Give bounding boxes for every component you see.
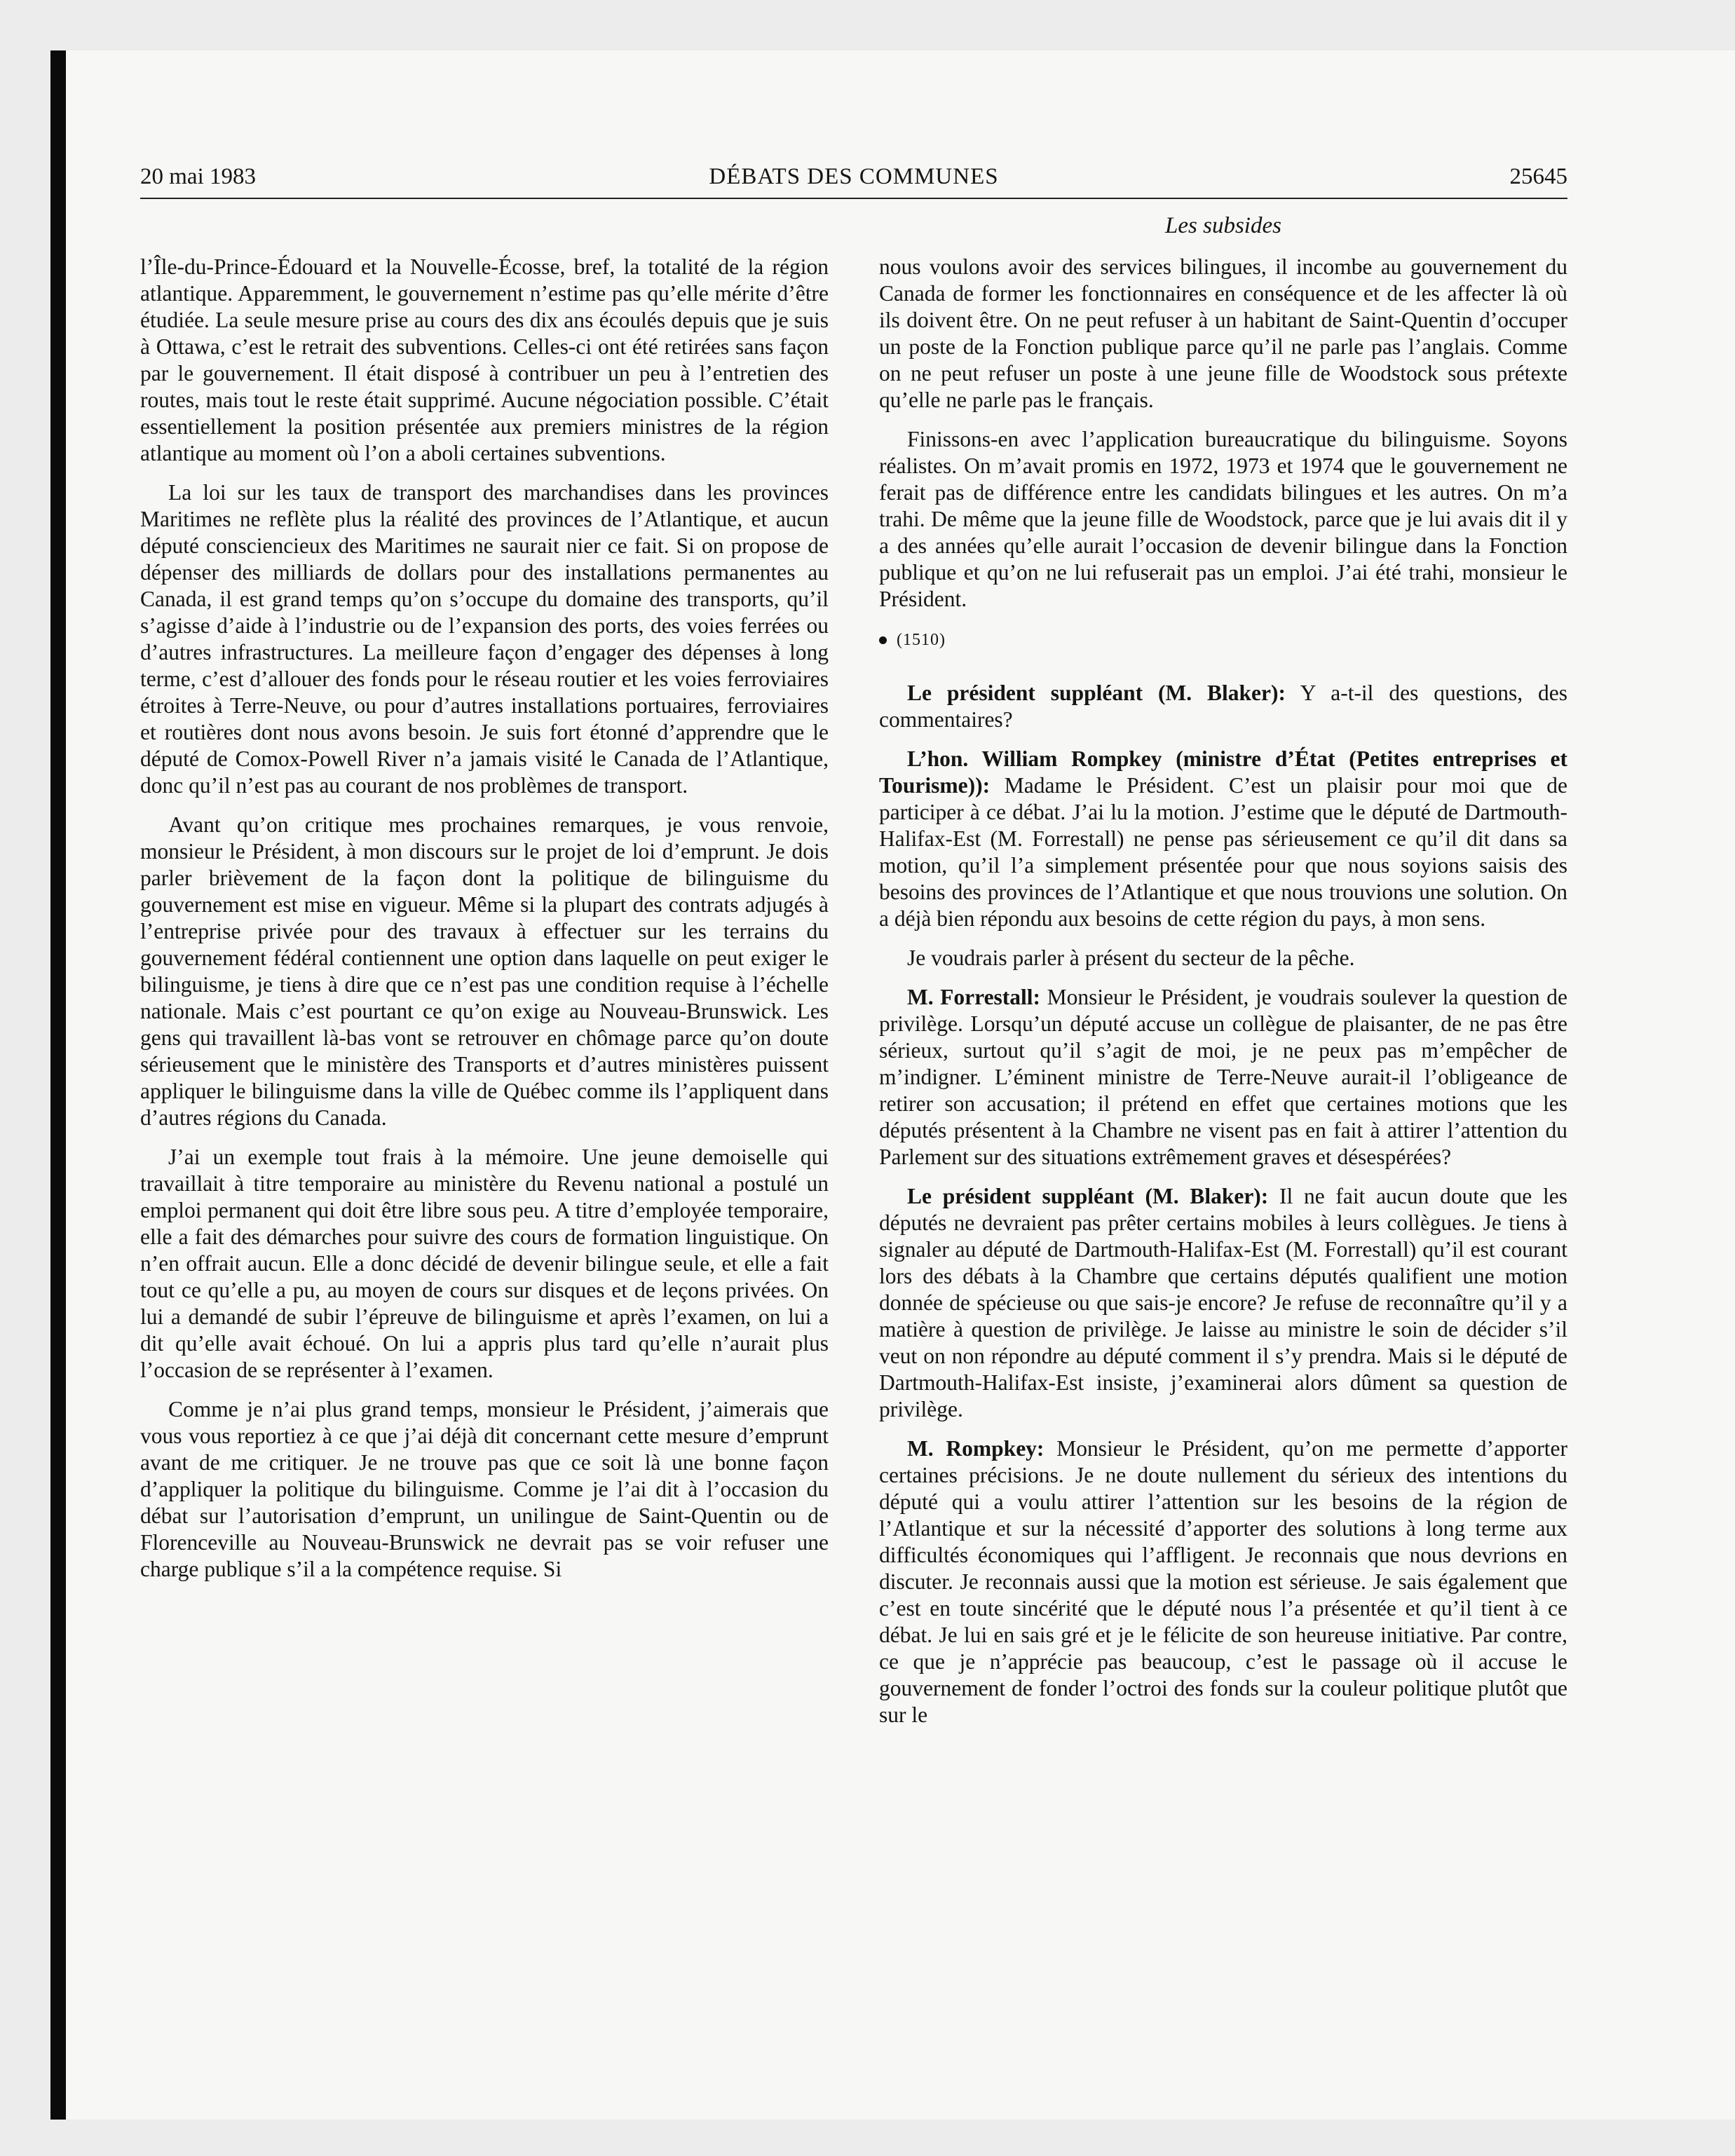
paragraph: l’Île-du-Prince-Édouard et la Nouvelle-Écosse, bref, la totalité de la région atlantique. Apparemment, le gouvernement n’estime pas qu’elle mérite d’être étudiée. La seule mesure prise au cours des dix ans écoulés depuis que je suis à Ottawa, c’est le retrait des subventions. Celles-ci ont été retirées sans façon par le gouvernement. Il était disposé à contribuer un peu à l’entretien des routes, mais tout le reste était supprimé. Aucune négociation possible. C’était essentiellement la position présentée aux premiers ministres de la région atlantique au moment où l’on a aboli certaines subventions.	[140, 254, 829, 465]
header-rule	[140, 198, 1567, 199]
speaker-name: M. Forrestall:	[907, 985, 1041, 1009]
speech-text: Il ne fait aucun doute que les députés ne devraient pas prêter certains mobiles à leurs collègues. Je tiens à signaler au député de Dartmouth-Halifax-Est (M. Forrestall) qu’il est courant lors des débats à la Chambre que certains députés qualifient une motion donnée de spécieuse ou que sais-je encore? Je refuse de reconnaître qu’il y a matière à question de privilège. Je laisse au ministre le soin de décider s’il veut on non répondre au député comment il s’y prendra. Mais si le député de Dartmouth-Halifax-Est insiste, j’examinerai alors dûment sa question de privilège.	[879, 1184, 1567, 1421]
header-title: DÉBATS DES COMMUNES	[709, 164, 999, 189]
scan-edge	[50, 50, 66, 2120]
paragraph: Avant qu’on critique mes prochaines remarques, je vous renvoie, monsieur le Président, à mon discours sur le projet de loi d’emprunt. Je dois parler brièvement de la façon dont la politique de bilinguisme du gouvernement est mise en vigueur. Même si la plupart des contrats adjugés à l’entreprise privée pour des travaux à effectuer sur les terrains du gouvernement fédéral contiennent une option dans laquelle on peut exiger le bilinguisme, je tiens à dire que ce n’est pas une condition requise à l’échelle nationale. Mais c’est pourtant ce qu’on exige au Nouveau-Brunswick. Les gens qui travaillent là-bas vont se retrouver en chômage parce qu’on doute sérieusement que le ministère des Transports et d’autres ministères puissent appliquer le bilinguisme dans la ville de Québec comme ils l’appliquent dans d’autres régions du Canada.	[140, 812, 829, 1130]
speaker-name: Le président suppléant (M. Blaker):	[907, 681, 1286, 705]
speech-paragraph	[879, 1183, 1567, 1423]
speech-text: Monsieur le Président, je voudrais soulever la question de privilège. Lorsqu’un député accuse un collègue de plaisanter, de ne pas être sérieux, surtout qu’il s’agit de moi, je ne peux pas m’empêcher de m’indigner. L’éminent ministre de Terre-Neuve aurait-il l’obligeance de retirer son accusation; il prétend en effet que certaines motions que les députés présentent à la Chambre ne visent pas en fait à attirer l’attention du Parlement sur des situations extrêmement graves et désespérées?	[879, 985, 1567, 1169]
right-column	[879, 254, 1567, 1741]
paragraph: Je voudrais parler à présent du secteur de la pêche.	[907, 946, 1355, 970]
speech-paragraph	[879, 746, 1567, 932]
page-header	[140, 164, 1567, 199]
speech-text: Monsieur le Président, qu’on me permette d’apporter certaines précisions. Je ne doute nullement du sérieux des intentions du député qui a voulu attirer l’attention sur les besoins de la région de l’Atlantique et sur la nécessité d’apporter des solutions à long terme aux difficultés économiques qui l’affligent. Je reconnais que nous devrions en discuter. Je reconnais aussi que la motion est sérieuse. Je sais également que c’est en toute sincérité que le député nous l’a présentée et qu’il tient à ce débat. Je lui en sais gré et je le félicite de son heureuse initiative. Par contre, ce que je n’apprécie pas beaucoup, c’est le passage où il accuse le gouvernement de fonder l’octroi des fonds sur la couleur politique plutôt que sur le	[879, 1436, 1567, 1727]
speaker-name: L’hon. William Rompkey (ministre d’État (Petites entreprises et Tourisme)):	[879, 746, 1567, 798]
paragraph: La loi sur les taux de transport des marchandises dans les provinces Maritimes ne reflète plus la réalité des provinces de l’Atlantique, et aucun député consciencieux des Maritimes ne saurait nier ce fait. Si on propose de dépenser des milliards de dollars pour des installations permanentes au Canada, il est grand temps qu’on s’occupe du domaine des transports, qu’il s’agisse d’aide à l’industrie ou de l’expansion des ports, des voies ferrées ou d’autres infrastructures. La meilleure façon d’engager des dépenses à long terme, c’est d’allouer des fonds pour le réseau routier et les voies ferroviaires étroites à Terre-Neuve, ou pour d’autres installations portuaires, ferroviaires et routières dont nous avons besoin. Je suis fort étonné d’apprendre que le député de Comox-Powell River n’a jamais visité le Canada de l’Atlantique, donc qu’il n’est pas au courant de nos problèmes de transport.	[140, 480, 829, 798]
left-column	[140, 254, 829, 1595]
header-date: 20 mai 1983	[140, 164, 256, 189]
bullet-icon	[879, 636, 887, 644]
speaker-name: M. Rompkey:	[907, 1436, 1045, 1461]
paragraph: Comme je n’ai plus grand temps, monsieur le Président, j’aimerais que vous vous reportiez à ce que j’ai déjà dit concernant cette mesure d’emprunt avant de me critiquer. Je ne trouve pas que ce soit là une bonne façon d’appliquer la politique du bilinguisme. Comme je l’ai dit à l’occasion du débat sur l’autorisation d’emprunt, un unilingue de Saint-Quentin ou de Florenceville au Nouveau-Brunswick ne devrait pas se voir refuser une charge publique s’il a la compétence requise. Si	[140, 1397, 829, 1581]
speech-text: Madame le Président. C’est un plaisir pour moi que de participer à ce débat. J’ai lu la motion. J’estime que le député de Dartmouth-Halifax-Est (M. Forrestall) ne pense pas sérieusement ce qu’il dit dans sa motion, qu’il l’a simplement présentée pour que nous soyions saisis des besoins des provinces de l’Atlantique et que nous trouvions une solution. On a déjà bien répondu aux besoins de cette région du pays, à mon sens.	[879, 773, 1567, 931]
paragraph: Finissons-en avec l’application bureaucratique du bilinguisme. Soyons réalistes. On m’avait promis en 1972, 1973 et 1974 que le gouvernement ne ferait pas de différence entre les candidats bilingues et les autres. On m’a trahi. De même que la jeune fille de Woodstock, parce que je lui avais dit il y a des années qu’elle aurait l’occasion de devenir bilingue dans la Fonction publique et qu’on ne lui refuserait pas un emploi. J’ai été trahi, monsieur le Président.	[879, 427, 1567, 611]
speech-paragraph	[879, 680, 1567, 733]
section-title: Les subsides	[1165, 213, 1281, 238]
speech-paragraph	[879, 1435, 1567, 1728]
time-marker	[879, 627, 1567, 653]
speech-text: Y a-t-il des questions, des commentaires?	[879, 681, 1568, 732]
paragraph: J’ai un exemple tout frais à la mémoire. Une jeune demoiselle qui travaillait à titre temporaire au ministère du Revenu national a postulé un emploi permanent qui doit être libre sous peu. A titre d’employée temporaire, elle a fait des démarches pour suivre des cours de formation linguistique. On n’en offrait aucun. Elle a donc décidé de devenir bilingue seule, et elle a fait tout ce qu’elle a pu, au moyen de cours sur disques et de leçons privées. On lui a demandé de subir l’épreuve de bilinguisme et après l’examen, on lui a dit qu’elle avait échoué. On lui a appris plus tard qu’elle n’aurait plus l’occasion de se représenter à l’examen.	[140, 1145, 829, 1382]
speech-paragraph	[879, 984, 1567, 1171]
speaker-name: Le président suppléant (M. Blaker):	[907, 1184, 1269, 1208]
paragraph: nous voulons avoir des services bilingues, il incombe au gouvernement du Canada de former les fonctionnaires en conséquence et de les affecter là où ils doivent être. On ne peut refuser à un habitant de Saint-Quentin d’occuper un poste de la Fonction publique parce qu’il ne parle pas l’anglais. Comme on ne peut refuser un poste à une jeune fille de Woodstock sous prétexte qu’elle ne parle pas le français.	[879, 254, 1567, 412]
header-page-number: 25645	[1509, 164, 1567, 189]
time-marker-text: (1510)	[897, 631, 946, 649]
